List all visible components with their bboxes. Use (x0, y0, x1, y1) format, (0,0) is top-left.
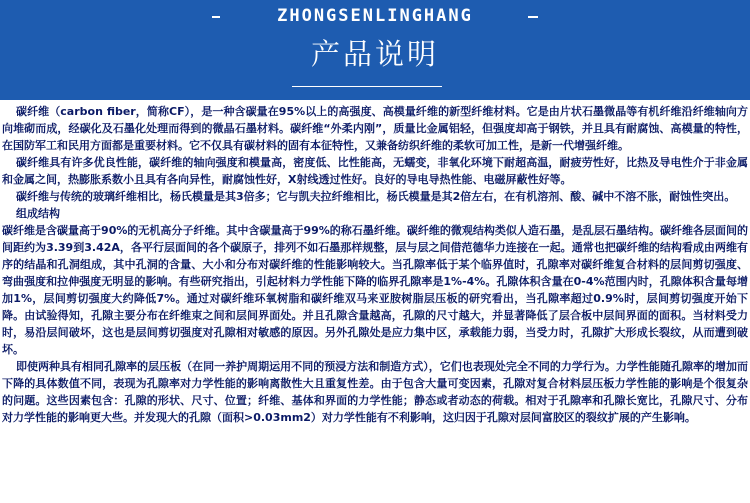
product-banner (0, 0, 750, 100)
section-heading-structure: 组成结构 (16, 207, 60, 220)
title-underline (292, 86, 442, 87)
comparison-paragraph: 碳纤维与传统的玻璃纤维相比，杨氏模量是其3倍多；它与凯夫拉纤维相比，杨氏模量是其2倍左右，在有机溶剂、酸、碱中不溶不胀，耐蚀性突出。 (16, 190, 736, 203)
porosity-paragraph: 即使两种具有相同孔隙率的层压板（在同一养护周期运用不同的预浸方法和制造方式），它们也表现处完全不同的力学行为。力学性能随孔隙率的增加而下降的具体数值不同，表现为孔隙率对力学性能的影响离散性大且重复性差。由于包含大量可变因素，孔隙对复合材料层压板力学性能的影响是个很复杂的问题。这些因素包含：孔隙的形状、尺寸、位置；纤维、基体和界面的力学性能；静态或者动态的荷载。相对于孔隙率和孔隙长宽比，孔隙尺寸、分布对力学性能的影响更大些。并发现大的孔隙（面积>0.03mm2）对力学性能有不利影响，这归因于孔隙对层间富胶区的裂纹扩展的产生影响。 (2, 360, 748, 424)
intro-paragraph: 碳纤维（carbon fiber，简称CF），是一种含碳量在95%以上的高强度、高模量纤维的新型纤维材料。它是由片状石墨微晶等有机纤维沿纤维轴向方向堆砌而成，经碳化及石墨化处理而得到的微晶石墨材料。碳纤维“外柔内刚”，质量比金属铝轻，但强度却高于钢铁，并且具有耐腐蚀、高模量的特性，在国防军工和民用方面都是重要材料。它不仅具有碳材料的固有本征特性，又兼备纺织纤维的柔软可加工性，是新一代增强纤维。 (2, 105, 748, 152)
product-description (0, 100, 750, 426)
properties-paragraph: 碳纤维具有许多优良性能，碳纤维的轴向强度和模量高，密度低、比性能高，无蠕变，非氧化环境下耐超高温，耐疲劳性好，比热及导电性介于非金属和金属之间，热膨胀系数小且具有各向异性，耐腐蚀性好，X射线透过性好。良好的导电导热性能、电磁屏蔽性好等。 (2, 156, 748, 186)
brand-left-rule (212, 16, 220, 18)
brand-right-rule (528, 16, 538, 18)
banner-title: 产品说明 (310, 37, 439, 71)
structure-paragraph: 碳纤维是含碳量高于90%的无机高分子纤维。其中含碳量高于99%的称石墨纤维。碳纤维的微观结构类似人造石墨，是乱层石墨结构。碳纤维各层面间的间距约为3.39到3.42A，各平行层面间的各个碳原子，排列不如石墨那样规整，层与层之间借范德华力连接在一起。通常也把碳纤维的结构看成由两维有序的结晶和孔洞组成，其中孔洞的含量、大小和分布对碳纤维的性能影响较大。当孔隙率低于某个临界值时，孔隙率对碳纤维复合材料的层间剪切强度、弯曲强度和拉伸强度无明显的影响。有些研究指出，引起材料力学性能下降的临界孔隙率是1%-4%。孔隙体积含量在0-4%范围内时，孔隙体积含量每增加1%，层间剪切强度大约降低7%。通过对碳纤维环氧树脂和碳纤维双马来亚胺树脂层压板的研究看出，当孔隙率超过0.9%时，层间剪切强度开始下降。由试验得知，孔隙主要分布在纤维束之间和层间界面处。并且孔隙含量越高，孔隙的尺寸越大，并显著降低了层合板中层间界面的面积。当材料受力时，易沿层间破坏，这也是层间剪切强度对孔隙相对敏感的原因。另外孔隙处是应力集中区，承载能力弱，当受力时，孔隙扩大形成长裂纹，从而遭到破坏。 (2, 224, 748, 356)
brand-name: ZHONGSENLINGHANG (277, 6, 473, 26)
